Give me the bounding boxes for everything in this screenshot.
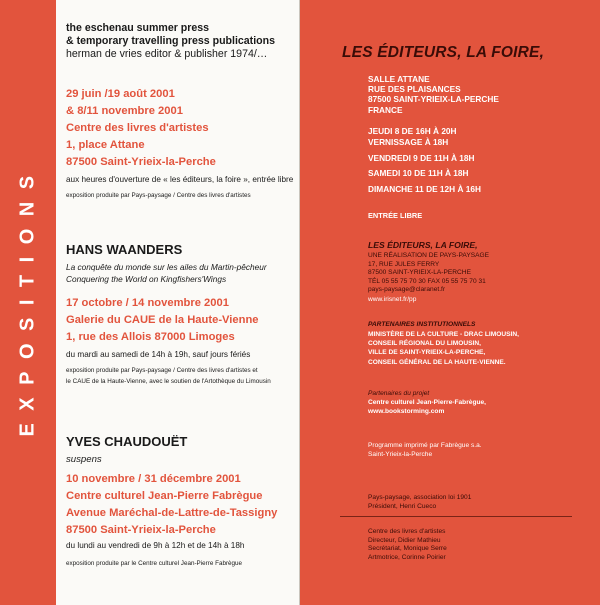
project-partners-block: [368, 389, 486, 416]
exh3-hours: du lundi au vendredi de 9h à 12h et de 14h à 18h: [66, 541, 245, 550]
date-line: SAMEDI 10 DE 11H À 18H: [368, 168, 469, 178]
organizer-block: [368, 240, 489, 304]
exh1-date-2: & 8/11 novembre 2001: [66, 105, 183, 117]
right-panel: [300, 0, 600, 605]
address-line: SALLE ATTANE: [368, 74, 430, 84]
partner-line: CONSEIL RÉGIONAL DU LIMOUSIN,: [368, 340, 481, 348]
exh3-title: suspens: [66, 454, 102, 465]
left-panel: [56, 0, 299, 605]
exh3-venue-3: 87500 Saint-Yrieix-la-Perche: [66, 524, 216, 536]
fair-dates: [368, 126, 481, 199]
exh3-artist: YVES CHAUDOUËT: [66, 434, 188, 449]
organizer-title: LES ÉDITEURS, LA FOIRE,: [368, 240, 478, 250]
fair-title: LES ÉDITEURS, LA FOIRE,: [342, 44, 545, 61]
exh1-venue-2: 1, place Attane: [66, 139, 145, 151]
association-line-1: Pays-paysage, association loi 1901: [368, 494, 472, 501]
exh1-credit: exposition produite par Pays-paysage / Centre des livres d'artistes: [66, 192, 251, 199]
address-line: FRANCE: [368, 104, 403, 115]
organizer-line: 17, RUE JULES FERRY: [368, 260, 440, 268]
address-line: 87500 SAINT-YRIEIX-LA-PERCHE: [368, 94, 499, 105]
intro-block: [66, 22, 298, 61]
date-line: VERNISSAGE À 18H: [368, 137, 449, 147]
exhibition-2: [66, 242, 298, 387]
exh2-date: 17 octobre / 14 novembre 2001: [66, 297, 229, 309]
exh3-venue-1: Centre culturel Jean-Pierre Fabrègue: [66, 490, 263, 502]
entry-free: ENTRÉE LIBRE: [368, 211, 423, 220]
exh1-venue-3: 87500 Saint-Yrieix-la-Perche: [66, 156, 216, 168]
partners-heading: PARTENAIRES INSTITUTIONNELS: [368, 321, 476, 328]
organizer-line: UNE RÉALISATION DE PAYS-PAYSAGE: [368, 252, 490, 259]
exh2-title-en: Conquering the World on Kingfishers'Wings: [66, 274, 227, 284]
exh1-hours: aux heures d'ouverture de « les éditeurs, la foire », entrée libre: [66, 175, 294, 184]
address-line: RUE DES PLAISANCES: [368, 84, 461, 95]
date-line: DIMANCHE 11 DE 12H À 16H: [368, 183, 481, 194]
exh1-venue-1: Centre des livres d'artistes: [66, 122, 209, 134]
organizer-line: 87500 SAINT-YRIEIX-LA-PERCHE: [368, 269, 471, 277]
printer-block: [368, 441, 482, 459]
exh2-venue-2: 1, rue des Allois 87000 Limoges: [66, 331, 235, 343]
exhibitions-vertical-label: EXPOSITIONS: [16, 163, 39, 437]
printer-line-2: Saint-Yrieix-la-Perche: [368, 451, 433, 458]
exh3-date: 10 novembre / 31 décembre 2001: [66, 473, 241, 485]
printer-line-1: Programme imprimé par Fabrègue s.a.: [368, 442, 482, 449]
exh2-credit-1: exposition produite par Pays-paysage / Centre des livres d'artistes et: [66, 367, 258, 374]
exh3-venue-2: Avenue Maréchal-de-Lattre-de-Tassigny: [66, 507, 278, 519]
centre-line: Secrétariat, Monique Serre: [368, 545, 447, 553]
centre-block: [368, 528, 447, 562]
centre-line: Artmotrice, Corinne Poirier: [368, 553, 446, 561]
organizer-email: pays-paysage@claranet.fr: [368, 286, 446, 294]
partner-line: CONSEIL GÉNÉRAL DE LA HAUTE-VIENNE.: [368, 358, 506, 366]
exh1-date-1: 29 juin /19 août 2001: [66, 88, 175, 100]
fair-address: [368, 74, 499, 115]
centre-line: Directeur, Didier Mathieu: [368, 536, 441, 544]
association-line-2: Président, Henri Cueco: [368, 502, 437, 510]
centre-line: Centre des livres d'artistes: [368, 528, 446, 535]
date-line: VENDREDI 9 DE 11H À 18H: [368, 152, 475, 163]
partners-block: [368, 320, 519, 367]
partner-line: MINISTÈRE DE LA CULTURE - DRAC LIMOUSIN,: [368, 331, 519, 338]
project-heading: Partenaires du projet: [368, 390, 430, 397]
project-line-2: www.bookstorming.com: [368, 408, 445, 416]
exh2-hours: du mardi au samedi de 14h à 19h, sauf jours fériés: [66, 350, 251, 359]
exh2-venue-1: Galerie du CAUE de la Haute-Vienne: [66, 314, 259, 326]
footer-divider: [340, 516, 572, 517]
exhibition-1: [66, 86, 298, 201]
exh2-credit-2: le CAUE de la Haute-Vienne, avec le soutien de l'Artothèque du Limousin: [66, 378, 271, 385]
organizer-line: TÉL 05 55 75 70 30 FAX 05 55 75 70 31: [368, 277, 486, 285]
organizer-website: www.irisnet.fr/pp: [368, 295, 417, 303]
intro-line-2: & temporary travelling press publications: [66, 35, 275, 47]
association-block: [368, 494, 471, 511]
partner-line: VILLE DE SAINT-YRIEIX-LA-PERCHE,: [368, 349, 486, 357]
exhibition-3: [66, 434, 298, 569]
exh3-credit: exposition produite par le Centre culturel Jean-Pierre Fabrègue: [66, 560, 243, 567]
intro-line-3: herman de vries editor & publisher 1974/…: [66, 48, 268, 60]
project-line-1: Centre culturel Jean-Pierre-Fabrègue,: [368, 399, 486, 406]
exh2-title-fr: La conquête du monde sur les ailes du Martin-pêcheur: [66, 262, 267, 272]
date-line: JEUDI 8 DE 16H À 20H: [368, 126, 457, 136]
exh2-artist: HANS WAANDERS: [66, 242, 183, 257]
intro-line-1: the eschenau summer press: [66, 22, 210, 34]
exhibitions-sidebar: [0, 0, 56, 605]
